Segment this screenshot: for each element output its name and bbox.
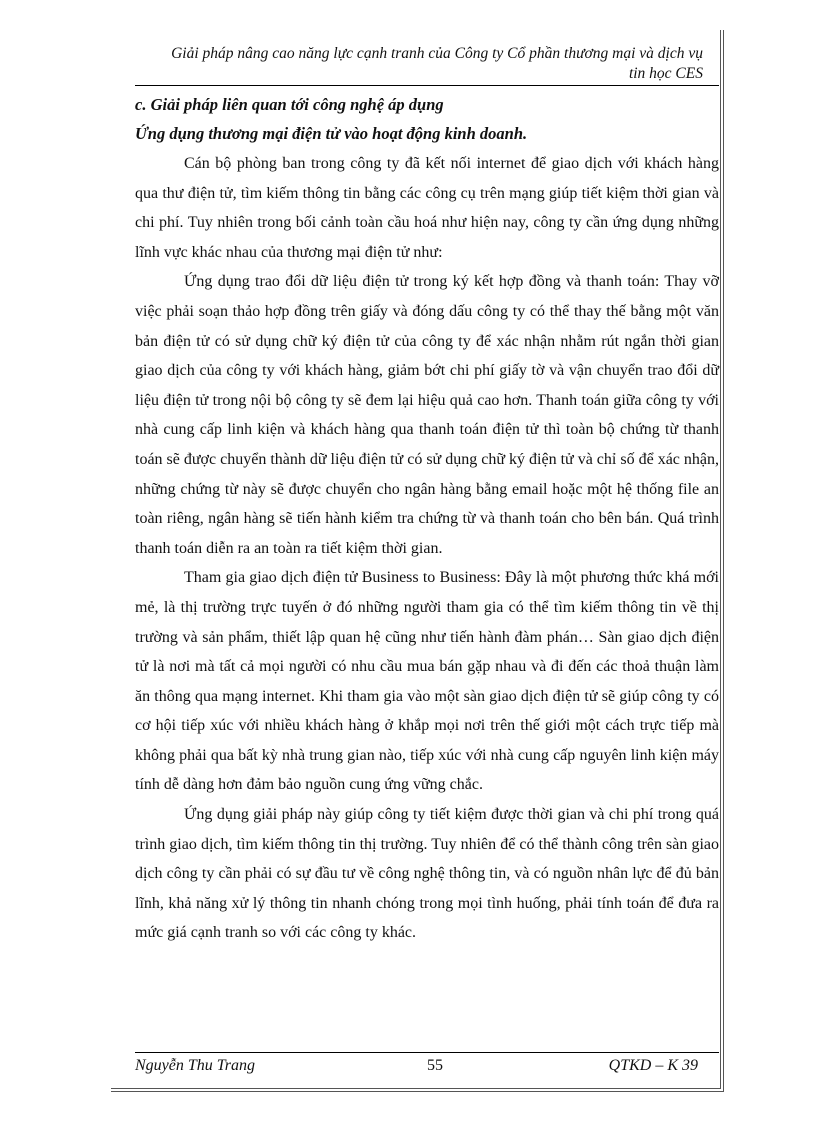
section-title: c. Giải pháp liên quan tới công nghệ áp dụng <box>135 95 444 114</box>
section-subtitle: Ứng dụng thương mại điện tử vào hoạt động kinh doanh. <box>135 124 528 143</box>
footer-class-code: QTKD – K 39 <box>608 1057 698 1074</box>
header-line-1: Giải pháp nâng cao năng lực cạnh tranh của Công ty Cổ phần thương mại và dịch vụ <box>171 45 703 62</box>
page-content <box>135 91 719 948</box>
page-number: 55 <box>427 1057 443 1074</box>
footer-author: Nguyễn Thu Trang <box>135 1057 256 1074</box>
paragraph-b2b: Tham gia giao dịch điện tử Business to Business: Đây là một phương thức khá mới mẻ, là thị trường trực tuyến ở đó những người tham gia có thể tìm kiếm thông tin về thị trường và sản phẩm, thiết lập quan hệ cũng như tiến hành đàm phán… Sàn giao dịch điện tử là nơi mà tất cả mọi người có nhu cầu mua bán gặp nhau và đi đến các thoả thuận làm ăn thông qua mạng internet. Khi tham gia vào một sàn giao dịch điện tử sẽ giúp công ty có cơ hội tiếp xúc với nhiều khách hàng ở khắp mọi nơi trên thế giới một cách trực tiếp mà không phải qua bất kỳ nhà trung gian nào, tiếp xúc với nhà cung cấp nguyên linh kiện máy tính dễ dàng hơn đảm bảo nguồn cung ứng vững chắc. <box>135 569 719 794</box>
footer-divider <box>135 1052 719 1053</box>
header-line-2: tin học CES <box>628 65 703 82</box>
paragraph-intro: Cán bộ phòng ban trong công ty đã kết nối internet để giao dịch với khách hàng qua thư điện tử, tìm kiếm thông tin bằng các công cụ trên mạng giúp tiết kiệm thời gian và chi phí. Tuy nhiên trong bối cảnh toàn cầu hoá như hiện nay, công ty cần ứng dụng những lĩnh vực khác nhau của thương mại điện tử như: <box>135 155 719 261</box>
paragraph-edi: Ứng dụng trao đổi dữ liệu điện tử trong ký kết hợp đồng và thanh toán: Thay vỡ việc phải soạn thảo hợp đồng trên giấy và đóng dấu công ty có thể thay thế bằng một văn bản điện tử có sử dụng chữ ký điện tử của công ty để xác nhận nhằm rút ngắn thời gian giao dịch của công ty với khách hàng, giảm bớt chi phí giấy tờ và vận chuyển trao đổi dữ liệu điện tử trong nội bộ công ty sẽ đem lại hiệu quả cao hơn. Thanh toán giữa công ty với nhà cung cấp linh kiện và khách hàng qua thanh toán điện tử thì toàn bộ chứng từ thanh toán sẽ được chuyển thành dữ liệu điện tử có sử dụng chữ ký điện tử và chỉ số để xác nhận, những chứng từ này sẽ được chuyển cho ngân hàng bằng email hoặc một hệ thống file an toàn riêng, ngân hàng sẽ tiến hành kiểm tra chứng từ và thanh toán cho bên bán. Quá trình thanh toán diễn ra an toàn ra tiết kiệm thời gian. <box>135 273 719 557</box>
running-header <box>135 44 703 84</box>
header-divider <box>135 85 719 86</box>
paragraph-conclusion: Ứng dụng giải pháp này giúp công ty tiết kiệm được thời gian và chi phí trong quá trình giao dịch, tìm kiếm thông tin thị trường. Tuy nhiên để có thể thành công trên sàn giao dịch công ty cần phải có sự đầu tư về công nghệ thông tin, và có nguồn nhân lực để đủ bản lĩnh, khả năng xử lý thông tin nhanh chóng trong mọi tình huống, phải tính toán để đưa ra mức giá cạnh tranh so với các công ty khác. <box>135 806 719 942</box>
